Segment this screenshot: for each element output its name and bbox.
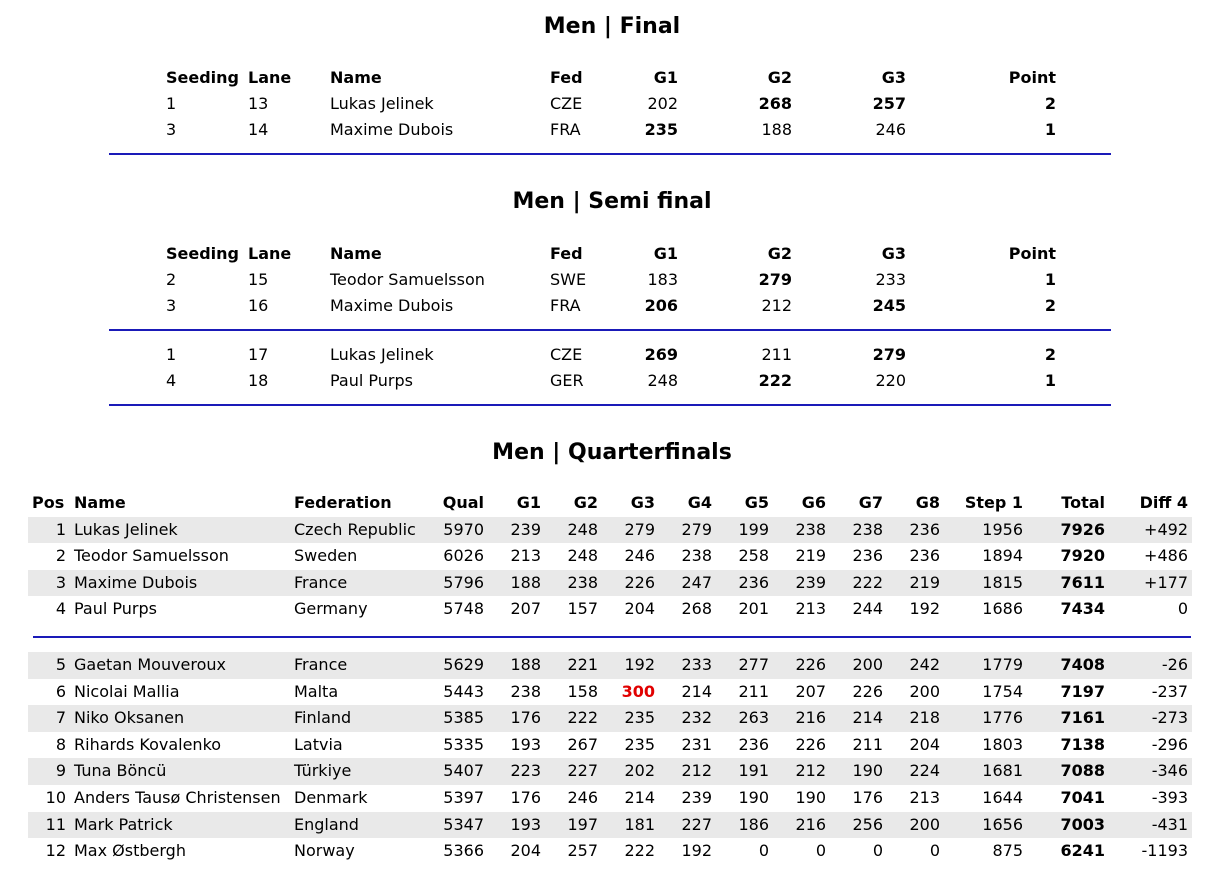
federation-cell: England bbox=[290, 812, 430, 839]
lane-cell: 17 bbox=[248, 345, 269, 364]
total-cell: 7611 bbox=[1027, 570, 1109, 597]
g2-cell: 157 bbox=[567, 599, 598, 619]
seeding-cell: 1 bbox=[166, 345, 177, 364]
qual-cell: 5366 bbox=[443, 841, 484, 861]
col-diff4: Diff 4 bbox=[1139, 493, 1188, 512]
lane-cell: 16 bbox=[248, 296, 269, 315]
pos-cell: 9 bbox=[28, 758, 70, 785]
federation-cell: Türkiye bbox=[290, 758, 430, 785]
table-row bbox=[162, 91, 1060, 117]
g7-cell: 256 bbox=[830, 812, 887, 839]
col-g1: G1 bbox=[516, 493, 541, 512]
diff4-cell: -393 bbox=[1151, 787, 1188, 807]
g4-cell: 232 bbox=[659, 705, 716, 732]
col-fed: Fed bbox=[550, 244, 583, 263]
fed-cell: CZE bbox=[550, 94, 583, 113]
total-cell: 7926 bbox=[1027, 517, 1109, 544]
qual-cell: 5748 bbox=[443, 599, 484, 619]
seeding-cell: 3 bbox=[166, 120, 177, 139]
g1-cell: 238 bbox=[510, 681, 541, 701]
table-row bbox=[28, 543, 1192, 570]
g1-cell: 193 bbox=[510, 734, 541, 754]
g2-cell: 248 bbox=[545, 517, 602, 544]
g6-cell: 207 bbox=[795, 681, 826, 701]
g6-cell: 239 bbox=[773, 570, 830, 597]
table-row bbox=[28, 517, 1192, 544]
table-row bbox=[28, 705, 1192, 732]
semi-header-row bbox=[162, 241, 1060, 267]
qual-cell: 5347 bbox=[430, 812, 488, 839]
table-row bbox=[162, 368, 1060, 394]
qual-cell: 5385 bbox=[430, 705, 488, 732]
step1-cell: 1779 bbox=[944, 652, 1027, 679]
name-cell: Rihards Kovalenko bbox=[74, 734, 222, 754]
g3-cell: 202 bbox=[602, 758, 659, 785]
g1-cell: 176 bbox=[510, 787, 541, 807]
qual-cell: 5335 bbox=[443, 734, 484, 754]
name-cell: Gaetan Mouveroux bbox=[70, 652, 290, 679]
g6-cell: 226 bbox=[773, 652, 830, 679]
name-cell: Lukas Jelinek bbox=[330, 94, 434, 113]
g8-cell: 218 bbox=[887, 705, 944, 732]
qual-cell: 5796 bbox=[430, 570, 488, 597]
name-cell: Anders Tausø Christensen bbox=[74, 787, 281, 807]
table-row bbox=[28, 570, 1192, 597]
diff4-cell: -296 bbox=[1151, 734, 1188, 754]
total-cell: 6241 bbox=[1060, 841, 1105, 861]
g5-cell: 258 bbox=[738, 546, 769, 566]
fed-cell: SWE bbox=[550, 270, 587, 289]
diff4-cell: +177 bbox=[1109, 570, 1192, 597]
pos-cell: 4 bbox=[55, 599, 66, 619]
lane-cell: 13 bbox=[248, 94, 269, 113]
g8-cell: 200 bbox=[887, 812, 944, 839]
g8-cell: 224 bbox=[887, 758, 944, 785]
g2-cell: 188 bbox=[761, 120, 792, 139]
pos-cell: 10 bbox=[45, 787, 66, 807]
total-cell: 7088 bbox=[1027, 758, 1109, 785]
final-title: Men | Final bbox=[543, 14, 681, 39]
diff4-cell: -431 bbox=[1109, 812, 1192, 839]
name-cell: Maxime Dubois bbox=[330, 296, 454, 315]
col-g4: G4 bbox=[687, 493, 712, 512]
col-g2: G2 bbox=[767, 244, 792, 263]
g5-cell: 0 bbox=[758, 841, 769, 861]
federation-cell: Denmark bbox=[294, 787, 368, 807]
g8-cell: 242 bbox=[887, 652, 944, 679]
col-point: Point bbox=[1008, 68, 1056, 87]
g3-cell: 222 bbox=[624, 841, 655, 861]
g1-cell: 206 bbox=[644, 296, 678, 315]
g3-cell: 279 bbox=[872, 345, 906, 364]
g7-cell: 190 bbox=[830, 758, 887, 785]
g7-cell: 236 bbox=[852, 546, 883, 566]
g3-cell: 235 bbox=[624, 734, 655, 754]
g6-cell: 226 bbox=[795, 734, 826, 754]
point-cell: 1 bbox=[1044, 120, 1056, 139]
g8-cell: 213 bbox=[909, 787, 940, 807]
diff4-cell: -1193 bbox=[1141, 841, 1188, 861]
table-row bbox=[28, 652, 1192, 679]
g1-cell: 188 bbox=[488, 652, 545, 679]
cut-line-divider bbox=[33, 636, 1191, 638]
g5-cell: 211 bbox=[738, 681, 769, 701]
diff4-cell: 0 bbox=[1177, 599, 1188, 619]
g1-cell: 248 bbox=[647, 371, 678, 390]
diff4-cell: -237 bbox=[1151, 681, 1188, 701]
table-row bbox=[28, 838, 1192, 865]
step1-cell: 1894 bbox=[982, 546, 1023, 566]
point-cell: 2 bbox=[1044, 296, 1056, 315]
g5-cell: 186 bbox=[716, 812, 773, 839]
col-lane: Lane bbox=[248, 244, 292, 263]
table-row bbox=[28, 812, 1192, 839]
g2-cell: 238 bbox=[545, 570, 602, 597]
pos-cell: 8 bbox=[55, 734, 66, 754]
qual-cell: 5397 bbox=[443, 787, 484, 807]
g2-cell: 257 bbox=[567, 841, 598, 861]
name-cell: Lukas Jelinek bbox=[330, 345, 434, 364]
name-cell: Tuna Böncü bbox=[70, 758, 290, 785]
g3-cell: 220 bbox=[875, 371, 906, 390]
g1-cell: 235 bbox=[644, 120, 678, 139]
g6-cell: 212 bbox=[773, 758, 830, 785]
table-row bbox=[162, 267, 1060, 293]
col-lane: Lane bbox=[248, 68, 292, 87]
table-row bbox=[162, 293, 1060, 319]
name-cell: Maxime Dubois bbox=[330, 120, 454, 139]
g2-cell: 268 bbox=[758, 94, 792, 113]
g6-cell: 216 bbox=[773, 812, 830, 839]
g3-cell: 279 bbox=[602, 517, 659, 544]
table-row bbox=[28, 732, 1192, 759]
g1-cell: 269 bbox=[644, 345, 678, 364]
g6-cell: 216 bbox=[773, 705, 830, 732]
g3-cell: 300 bbox=[621, 681, 655, 701]
final-header-row bbox=[162, 65, 1060, 91]
g2-cell: 158 bbox=[567, 681, 598, 701]
fed-cell: GER bbox=[550, 371, 584, 390]
g1-cell: 202 bbox=[647, 94, 678, 113]
pos-cell: 11 bbox=[28, 812, 70, 839]
g5-cell: 201 bbox=[738, 599, 769, 619]
g3-cell: 214 bbox=[624, 787, 655, 807]
col-pos: Pos bbox=[32, 493, 65, 512]
col-qual: Qual bbox=[442, 493, 484, 512]
g8-cell: 219 bbox=[887, 570, 944, 597]
g2-cell: 246 bbox=[567, 787, 598, 807]
name-cell: Max Østbergh bbox=[74, 841, 186, 861]
g2-cell: 248 bbox=[567, 546, 598, 566]
g5-cell: 263 bbox=[716, 705, 773, 732]
name-cell: Mark Patrick bbox=[70, 812, 290, 839]
total-cell: 7197 bbox=[1060, 681, 1105, 701]
g4-cell: 227 bbox=[659, 812, 716, 839]
g1-cell: 204 bbox=[510, 841, 541, 861]
total-cell: 7138 bbox=[1060, 734, 1105, 754]
g4-cell: 279 bbox=[659, 517, 716, 544]
g3-cell: 226 bbox=[602, 570, 659, 597]
g1-cell: 183 bbox=[647, 270, 678, 289]
diff4-cell: -26 bbox=[1109, 652, 1192, 679]
step1-cell: 1815 bbox=[944, 570, 1027, 597]
g6-cell: 219 bbox=[795, 546, 826, 566]
pos-cell: 2 bbox=[55, 546, 66, 566]
step1-cell: 1644 bbox=[982, 787, 1023, 807]
step1-cell: 1776 bbox=[944, 705, 1027, 732]
table-row bbox=[28, 758, 1192, 785]
federation-cell: Sweden bbox=[294, 546, 358, 566]
g8-cell: 236 bbox=[909, 546, 940, 566]
g5-cell: 277 bbox=[716, 652, 773, 679]
total-cell: 7003 bbox=[1027, 812, 1109, 839]
col-g1: G1 bbox=[653, 244, 678, 263]
g2-cell: 211 bbox=[761, 345, 792, 364]
g2-cell: 222 bbox=[545, 705, 602, 732]
g5-cell: 236 bbox=[738, 734, 769, 754]
point-cell: 2 bbox=[1044, 345, 1056, 364]
diff4-cell: -346 bbox=[1109, 758, 1192, 785]
g5-cell: 199 bbox=[716, 517, 773, 544]
col-name: Name bbox=[74, 493, 126, 512]
table-row bbox=[162, 117, 1060, 143]
diff4-cell: +492 bbox=[1109, 517, 1192, 544]
g5-cell: 190 bbox=[738, 787, 769, 807]
point-cell: 2 bbox=[1044, 94, 1056, 113]
g7-cell: 200 bbox=[830, 652, 887, 679]
g8-cell: 204 bbox=[909, 734, 940, 754]
total-cell: 7408 bbox=[1027, 652, 1109, 679]
fed-cell: FRA bbox=[550, 120, 581, 139]
fed-cell: CZE bbox=[550, 345, 583, 364]
g3-cell: 192 bbox=[602, 652, 659, 679]
semi-table-match2 bbox=[162, 342, 1060, 394]
semi-title: Men | Semi final bbox=[512, 189, 712, 214]
col-g2: G2 bbox=[767, 68, 792, 87]
g8-cell: 192 bbox=[909, 599, 940, 619]
federation-cell: France bbox=[290, 652, 430, 679]
name-cell: Maxime Dubois bbox=[70, 570, 290, 597]
quarter-header-row bbox=[28, 490, 1192, 517]
g1-cell: 223 bbox=[488, 758, 545, 785]
g7-cell: 226 bbox=[852, 681, 883, 701]
g8-cell: 236 bbox=[887, 517, 944, 544]
g2-cell: 197 bbox=[545, 812, 602, 839]
seeding-cell: 2 bbox=[166, 270, 177, 289]
g3-cell: 235 bbox=[602, 705, 659, 732]
g8-cell: 0 bbox=[929, 841, 940, 861]
col-g7: G7 bbox=[858, 493, 883, 512]
g2-cell: 221 bbox=[545, 652, 602, 679]
g1-cell: 188 bbox=[488, 570, 545, 597]
quarter-table bbox=[28, 490, 1192, 623]
pos-cell: 7 bbox=[28, 705, 70, 732]
match-divider bbox=[109, 329, 1111, 331]
g4-cell: 212 bbox=[659, 758, 716, 785]
step1-cell: 1656 bbox=[944, 812, 1027, 839]
g1-cell: 213 bbox=[510, 546, 541, 566]
g7-cell: 211 bbox=[852, 734, 883, 754]
g7-cell: 0 bbox=[872, 841, 883, 861]
g2-cell: 267 bbox=[567, 734, 598, 754]
g4-cell: 192 bbox=[681, 841, 712, 861]
lane-cell: 14 bbox=[248, 120, 269, 139]
quarter-title: Men | Quarterfinals bbox=[492, 440, 732, 465]
g6-cell: 190 bbox=[795, 787, 826, 807]
total-cell: 7920 bbox=[1060, 546, 1105, 566]
qual-cell: 5629 bbox=[430, 652, 488, 679]
g2-cell: 279 bbox=[758, 270, 792, 289]
g7-cell: 214 bbox=[830, 705, 887, 732]
col-g3: G3 bbox=[881, 68, 906, 87]
g8-cell: 200 bbox=[909, 681, 940, 701]
table-row bbox=[28, 785, 1192, 812]
g7-cell: 222 bbox=[830, 570, 887, 597]
g7-cell: 176 bbox=[852, 787, 883, 807]
pos-cell: 3 bbox=[28, 570, 70, 597]
section-divider bbox=[109, 404, 1111, 406]
col-g1: G1 bbox=[653, 68, 678, 87]
total-cell: 7161 bbox=[1027, 705, 1109, 732]
col-g3: G3 bbox=[630, 493, 655, 512]
federation-cell: Czech Republic bbox=[290, 517, 430, 544]
step1-cell: 1803 bbox=[982, 734, 1023, 754]
col-step1: Step 1 bbox=[964, 493, 1023, 512]
g7-cell: 238 bbox=[830, 517, 887, 544]
seeding-cell: 1 bbox=[166, 94, 177, 113]
federation-cell: Germany bbox=[294, 599, 368, 619]
pos-cell: 6 bbox=[55, 681, 66, 701]
g2-cell: 222 bbox=[758, 371, 792, 390]
col-name: Name bbox=[330, 68, 382, 87]
federation-cell: Norway bbox=[294, 841, 355, 861]
fed-cell: FRA bbox=[550, 296, 581, 315]
g3-cell: 257 bbox=[872, 94, 906, 113]
g6-cell: 0 bbox=[815, 841, 826, 861]
name-cell: Paul Purps bbox=[74, 599, 157, 619]
diff4-cell: +486 bbox=[1144, 546, 1188, 566]
name-cell: Teodor Samuelsson bbox=[330, 270, 485, 289]
g4-cell: 239 bbox=[681, 787, 712, 807]
pos-cell: 5 bbox=[28, 652, 70, 679]
lane-cell: 18 bbox=[248, 371, 269, 390]
g6-cell: 238 bbox=[773, 517, 830, 544]
name-cell: Teodor Samuelsson bbox=[74, 546, 229, 566]
col-g3: G3 bbox=[881, 244, 906, 263]
step1-cell: 1754 bbox=[982, 681, 1023, 701]
semi-table bbox=[162, 241, 1060, 319]
col-fed: Fed bbox=[550, 68, 583, 87]
name-cell: Niko Oksanen bbox=[70, 705, 290, 732]
col-g8: G8 bbox=[915, 493, 940, 512]
name-cell: Lukas Jelinek bbox=[70, 517, 290, 544]
col-federation: Federation bbox=[294, 493, 392, 512]
name-cell: Paul Purps bbox=[330, 371, 413, 390]
col-g5: G5 bbox=[744, 493, 769, 512]
qual-cell: 5970 bbox=[430, 517, 488, 544]
federation-cell: Finland bbox=[290, 705, 430, 732]
g4-cell: 233 bbox=[659, 652, 716, 679]
lane-cell: 15 bbox=[248, 270, 269, 289]
step1-cell: 875 bbox=[992, 841, 1023, 861]
col-name: Name bbox=[330, 244, 382, 263]
diff4-cell: -273 bbox=[1109, 705, 1192, 732]
g3-cell: 246 bbox=[624, 546, 655, 566]
pos-cell: 12 bbox=[45, 841, 66, 861]
final-table bbox=[162, 65, 1060, 143]
step1-cell: 1681 bbox=[944, 758, 1027, 785]
col-seeding: Seeding bbox=[166, 68, 240, 87]
col-g2: G2 bbox=[573, 493, 598, 512]
g2-cell: 227 bbox=[545, 758, 602, 785]
g6-cell: 213 bbox=[795, 599, 826, 619]
table-row bbox=[28, 596, 1192, 623]
qual-cell: 5443 bbox=[443, 681, 484, 701]
pos-cell: 1 bbox=[28, 517, 70, 544]
col-seeding: Seeding bbox=[166, 244, 240, 263]
g5-cell: 191 bbox=[716, 758, 773, 785]
g5-cell: 236 bbox=[716, 570, 773, 597]
col-g6: G6 bbox=[801, 493, 826, 512]
g4-cell: 268 bbox=[681, 599, 712, 619]
quarter-table-eliminated bbox=[28, 652, 1192, 865]
g4-cell: 238 bbox=[681, 546, 712, 566]
g1-cell: 176 bbox=[488, 705, 545, 732]
g3-cell: 246 bbox=[875, 120, 906, 139]
point-cell: 1 bbox=[1044, 371, 1056, 390]
federation-cell: Malta bbox=[294, 681, 339, 701]
qual-cell: 6026 bbox=[443, 546, 484, 566]
section-divider bbox=[109, 153, 1111, 155]
g3-cell: 204 bbox=[624, 599, 655, 619]
col-point: Point bbox=[1008, 244, 1056, 263]
g4-cell: 247 bbox=[659, 570, 716, 597]
federation-cell: Latvia bbox=[294, 734, 343, 754]
g4-cell: 214 bbox=[681, 681, 712, 701]
g1-cell: 193 bbox=[488, 812, 545, 839]
col-total: Total bbox=[1061, 493, 1105, 512]
point-cell: 1 bbox=[1044, 270, 1056, 289]
g3-cell: 245 bbox=[872, 296, 906, 315]
g3-cell: 233 bbox=[875, 270, 906, 289]
g1-cell: 239 bbox=[488, 517, 545, 544]
seeding-cell: 4 bbox=[166, 371, 177, 390]
total-cell: 7041 bbox=[1060, 787, 1105, 807]
table-row bbox=[28, 679, 1192, 706]
table-row bbox=[162, 342, 1060, 368]
g2-cell: 212 bbox=[761, 296, 792, 315]
g7-cell: 244 bbox=[852, 599, 883, 619]
name-cell: Nicolai Mallia bbox=[74, 681, 180, 701]
qual-cell: 5407 bbox=[430, 758, 488, 785]
step1-cell: 1686 bbox=[982, 599, 1023, 619]
seeding-cell: 3 bbox=[166, 296, 177, 315]
g3-cell: 181 bbox=[602, 812, 659, 839]
g4-cell: 231 bbox=[681, 734, 712, 754]
step1-cell: 1956 bbox=[944, 517, 1027, 544]
total-cell: 7434 bbox=[1060, 599, 1105, 619]
federation-cell: France bbox=[290, 570, 430, 597]
g1-cell: 207 bbox=[510, 599, 541, 619]
